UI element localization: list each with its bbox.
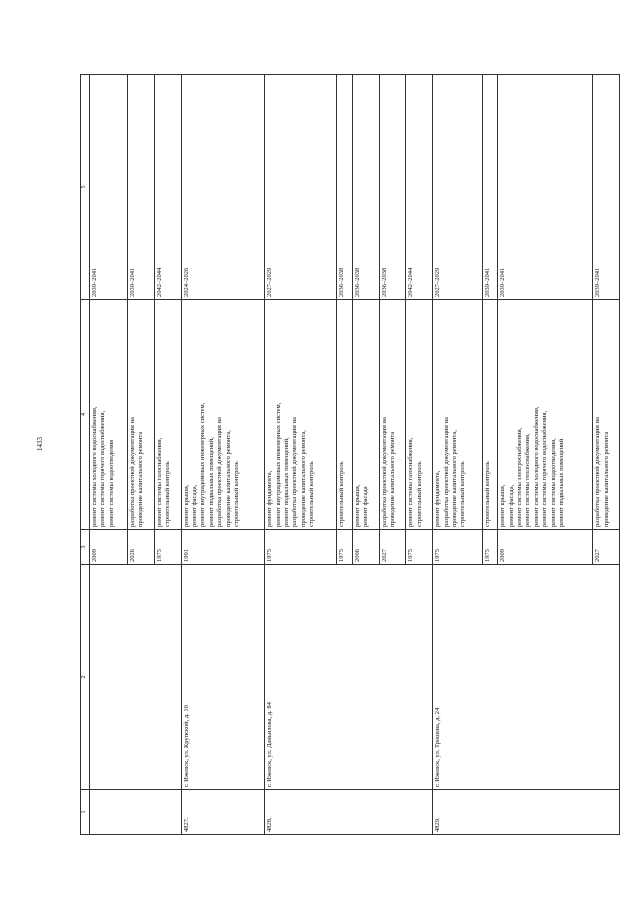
work-line: ремонт фасада, xyxy=(507,484,515,527)
works-cell xyxy=(379,300,406,530)
works-cell xyxy=(154,300,181,530)
table-header-row xyxy=(81,75,90,835)
work-line: разработка проектной документации на xyxy=(291,417,299,527)
work-line: проведение капитального ремонта xyxy=(137,431,145,527)
build-year: 1975 xyxy=(265,530,337,565)
work-line: проведение капитального ремонта xyxy=(389,431,397,527)
work-line: разработка проектной документации на xyxy=(128,417,136,527)
work-line: строительный контроль xyxy=(308,461,316,527)
work-line: разработка проектной документации на xyxy=(442,417,450,527)
period-cell: 2039–2041 xyxy=(482,75,497,300)
work-line: ремонт внутридомовых инженерных систем, xyxy=(274,402,282,527)
build-year: 1991 xyxy=(181,530,265,565)
period-cell: 2036–2038 xyxy=(379,75,406,300)
work-line: ремонт внутридомовых инженерных систем, xyxy=(199,402,207,527)
work-line: разработка проектной документации на xyxy=(594,417,602,527)
works-cell xyxy=(181,300,265,530)
work-line: ремонт системы газоснабжения, xyxy=(155,437,163,527)
work-line: ремонт системы холодного водоснабжения, xyxy=(90,406,98,527)
works-cell xyxy=(593,300,620,530)
build-year: 2006 xyxy=(352,530,379,565)
entry-address: г. Ижевск, ул. Даньилова, д. 84 xyxy=(265,565,433,790)
period-cell: 2039–2041 xyxy=(127,75,154,300)
entry-number: 4827. xyxy=(181,790,265,835)
work-line: ремонт подвальных помещений xyxy=(558,438,566,527)
work-line: ремонт системы теплоснабжения, xyxy=(524,433,532,527)
work-line: ремонт подвальных помещений, xyxy=(283,437,291,527)
period-cell: 2042–2044 xyxy=(154,75,181,300)
build-year: 1975 xyxy=(337,530,352,565)
build-year: 2009 xyxy=(498,530,593,565)
work-line: ремонт крыши, xyxy=(499,484,507,527)
work-line: строительный контроль xyxy=(459,461,467,527)
work-line: ремонт системы холодного водоснабжения, xyxy=(532,406,540,527)
build-year: 1975 xyxy=(482,530,497,565)
work-line: проведение капитального ремонта xyxy=(602,431,610,527)
work-line: строительный контроль xyxy=(233,461,241,527)
page-number: 1433 xyxy=(36,437,44,451)
period-cell: 2027–2029 xyxy=(433,75,483,300)
work-line: ремонт системы водоотведения xyxy=(107,439,115,527)
work-line: ремонт системы газоснабжения, xyxy=(407,437,415,527)
work-line: ремонт фасада xyxy=(362,486,370,527)
period-cell: 2039–2041 xyxy=(498,75,593,300)
works-cell xyxy=(498,300,593,530)
entry-number: 4828. xyxy=(265,790,433,835)
period-cell: 2036–2038 xyxy=(337,75,352,300)
entry-number: 4829. xyxy=(433,790,620,835)
work-line: разработка проектной документации на xyxy=(380,417,388,527)
work-line: ремонт подвальных помещений, xyxy=(207,437,215,527)
work-line: ремонт крыши, xyxy=(353,484,361,527)
works-cell xyxy=(482,300,497,530)
build-year: 2027 xyxy=(379,530,406,565)
works-cell xyxy=(89,300,127,530)
entry-address: г. Ижевск, ул. Трошева, д. 24 xyxy=(433,565,620,790)
build-year: 1975 xyxy=(154,530,181,565)
table-row xyxy=(265,75,337,835)
period-cell: 2039–2041 xyxy=(89,75,127,300)
repair-schedule-table xyxy=(80,74,620,835)
work-line: проведение капитального ремонта, xyxy=(299,430,307,527)
work-line: строительный контроль xyxy=(483,461,491,527)
build-year: 1975 xyxy=(433,530,483,565)
table-row xyxy=(89,75,127,835)
work-line: проведение капитального ремонта, xyxy=(451,430,459,527)
work-line: ремонт системы горячего водоснабжения, xyxy=(99,410,107,527)
header-cell: 1 xyxy=(81,790,90,835)
entry-number xyxy=(89,790,181,835)
work-line: ремонт фасада, xyxy=(190,484,198,527)
header-cell: 4 xyxy=(81,300,90,530)
period-cell: 2036–2038 xyxy=(352,75,379,300)
build-year: 2009 xyxy=(89,530,127,565)
work-line: ремонт системы горячего водоснабжения, xyxy=(541,410,549,527)
header-cell: 3 xyxy=(81,530,90,565)
work-line: ремонт системы электроснабжения, xyxy=(515,427,523,527)
work-line: разработка проектной документации на xyxy=(216,417,224,527)
entry-address: г. Ижевск, ул. Крупской, д. 10 xyxy=(181,565,265,790)
table-row xyxy=(433,75,483,835)
table-row xyxy=(181,75,265,835)
build-year: 1975 xyxy=(406,530,433,565)
works-cell xyxy=(337,300,352,530)
work-line: строительный контроль xyxy=(164,461,172,527)
works-cell xyxy=(406,300,433,530)
work-line: ремонт фундамента, xyxy=(266,470,274,527)
works-cell xyxy=(352,300,379,530)
entry-address xyxy=(89,565,181,790)
work-line: ремонт крыши, xyxy=(182,484,190,527)
build-year: 2026 xyxy=(127,530,154,565)
works-cell xyxy=(265,300,337,530)
works-cell xyxy=(127,300,154,530)
work-line: строительный контроль xyxy=(338,461,346,527)
rotated-table-page xyxy=(80,75,620,835)
period-cell: 2042–2044 xyxy=(406,75,433,300)
work-line: ремонт системы водоотведения, xyxy=(549,438,557,527)
work-line: проведение капитального ремонта, xyxy=(224,430,232,527)
period-cell: 2027–2029 xyxy=(265,75,337,300)
header-cell: 2 xyxy=(81,565,90,790)
period-cell: 2024–2026 xyxy=(181,75,265,300)
work-line: ремонт фундамента, xyxy=(434,470,442,527)
period-cell: 2039–2041 xyxy=(593,75,620,300)
works-cell xyxy=(433,300,483,530)
build-year: 2027 xyxy=(593,530,620,565)
header-cell: 5 xyxy=(81,75,90,300)
work-line: строительный контроль xyxy=(415,461,423,527)
